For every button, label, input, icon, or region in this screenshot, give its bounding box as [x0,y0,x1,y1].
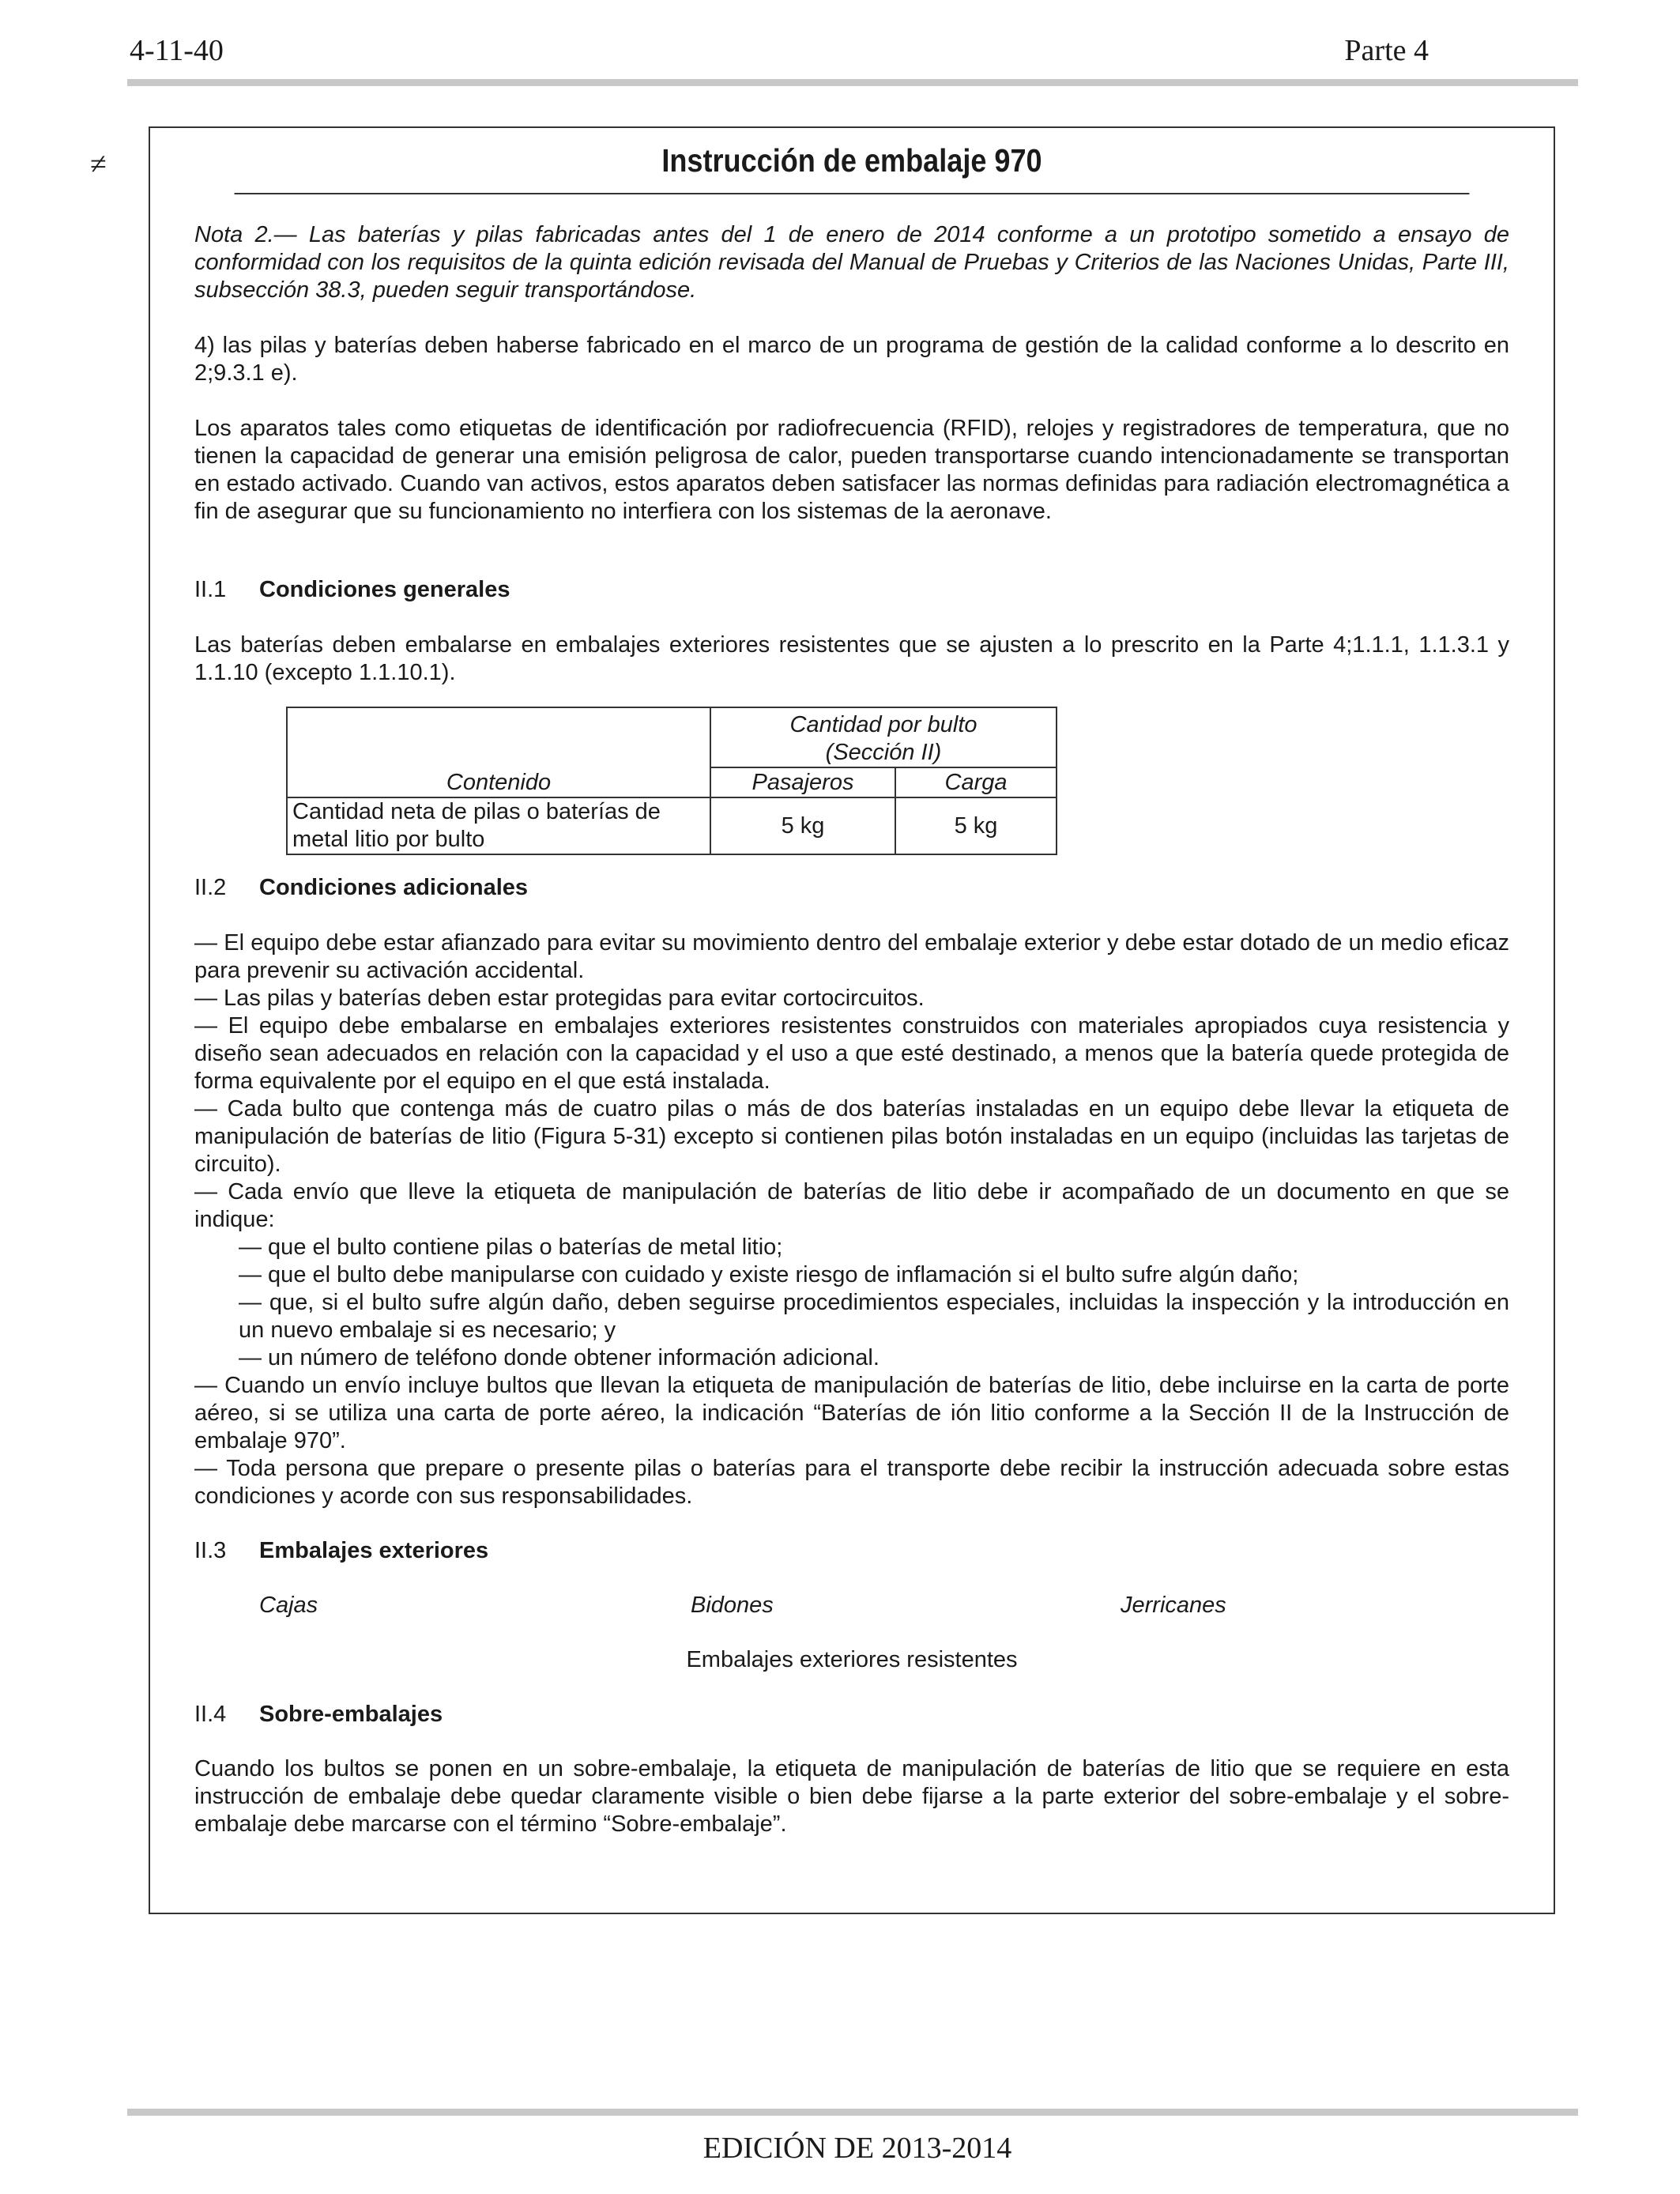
section-title: Condiciones adicionales [259,875,529,900]
change-mark: ≠ [90,148,107,181]
sub-list-item: — que el bulto debe manipularse con cuidado y existe riesgo de inflamación si el bulto sufre algún daño; [239,1262,1299,1287]
section-ii1-text: Las baterías deben embalarse en embalajes exteriores resistentes que se ajusten a lo prescrito en la Parte 4;1.1.1, 1.1.3.1 y 1.1.10 (excepto 1.1.10.1). [194,632,1509,685]
list-item: — El equipo debe estar afianzado para evitar su movimiento dentro del embalaje exterior y debe estar dotado de un medio eficaz para prevenir su activación accidental. [194,930,1509,983]
row-label: Cantidad neta de pilas o baterías de metal litio por bulto [287,797,710,854]
edition-footer: EDICIÓN DE 2013-2014 [703,2132,1012,2165]
packagings-row [194,1592,1509,1619]
section-ii4-text: Cuando los bultos se ponen en un sobre-embalaje, la etiqueta de manipulación de baterías de litio que se requiere en esta instrucción de embalaje debe quedar claramente visible o bien debe fijarse a la parte exterior del sobre-embalaje y el sobre-embalaje debe marcarse con el término “Sobre-embalaje”. [194,1756,1509,1837]
col-passengers-header: Pasajeros [710,767,895,797]
sub-list-item: — que el bulto contiene pilas o baterías de metal litio; [239,1235,783,1260]
packagings-footer: Embalajes exteriores resistentes [686,1647,1018,1672]
section-ii4-heading [194,1701,1509,1728]
devices-paragraph: Los aparatos tales como etiquetas de identificación por radiofrecuencia (RFID), relojes y registradores de temperatura, que no tienen la capacidad de generar una emisión peligrosa de calor, pueden transportarse cuando intencionadamente se transportan en estado activado. Cuando van activos, estos aparatos deben satisfacer las normas definidas para radiación electromagnética a fin de asegurar que su funcionamiento no interfiera con los sistemas de la aeronave. [194,416,1509,524]
note-2 [194,221,1509,304]
list-item: — Toda persona que prepare o presente pilas o baterías para el transporte debe recibir la instrucción adecuada sobre estas condiciones y acorde con sus responsabilidades. [194,1456,1509,1509]
group-header-line2: (Sección II) [825,740,942,765]
top-rule [127,79,1578,86]
row-cargo: 5 kg [895,797,1057,854]
item-4: 4) las pilas y baterías deben haberse fabricado en el marco de un programa de gestión de la calidad conforme a lo descrito en 2;9.3.1 e). [194,333,1509,386]
part-label: Parte 4 [1344,34,1429,67]
section-number: II.3 [194,1538,227,1563]
list-item: — El equipo debe embalarse en embalajes exteriores resistentes construidos con materiales apropiados cuya resistencia y diseño sean adecuados en relación con la capacidad y el uso a que esté destinado, a menos que la batería quede protegida de forma equivalente por el equipo en el que está instalada. [194,1013,1509,1094]
bottom-rule [127,2109,1578,2116]
sub-list-item: — un número de teléfono donde obtener información adicional. [239,1345,880,1370]
packaging-boxes: Cajas [259,1593,318,1618]
packing-instruction-box [149,126,1555,1914]
box-content [194,221,1509,1838]
section-number: II.2 [194,875,227,900]
section-number: II.1 [194,577,227,602]
list-item: — Cada envío que lleve la etiqueta de manipulación de baterías de litio debe ir acompañado de un documento en que se indique: [194,1179,1509,1232]
note-prefix: Nota 2.— [194,222,297,247]
section-ii2-heading [194,874,1509,902]
packaging-drums: Bidones [691,1593,774,1618]
sub-list-item: — que, si el bulto sufre algún daño, deben seguirse procedimientos especiales, incluidas la inspección y la introducción en un nuevo embalaje si es necesario; y [239,1290,1509,1343]
list-item: — Las pilas y baterías deben estar protegidas para evitar cortocircuitos. [194,986,925,1011]
group-header [710,707,1057,767]
col-contents-header: Contenido [287,707,710,797]
list-item: — Cuando un envío incluye bultos que llevan la etiqueta de manipulación de baterías de litio, debe incluirse en la carta de porte aéreo, si se utiliza una carta de porte aéreo, la indicación “Baterías de ión litio conforme a la Sección II de la Instrucción de embalaje 970”. [194,1373,1509,1453]
row-passengers: 5 kg [710,797,895,854]
conditions-list [194,929,1509,1510]
section-ii3-heading [194,1537,1509,1565]
list-item: — Cada bulto que contenga más de cuatro pilas o más de dos baterías instaladas en un equipo debe llevar la etiqueta de manipulación de baterías de litio (Figura 5-31) excepto si contienen pilas botón instaladas en un equipo (incluidas las tarjetas de circuito). [194,1096,1509,1177]
table-row [287,797,1057,854]
section-title: Condiciones generales [259,577,510,602]
page-number: 4-11-40 [130,34,224,67]
box-title: Instrucción de embalaje 970 [235,128,1470,194]
section-number: II.4 [194,1702,227,1727]
section-ii1-heading [194,576,1509,604]
col-cargo-header: Carga [895,767,1057,797]
group-header-line1: Cantidad por bulto [789,712,977,737]
note-text: Las baterías y pilas fabricadas antes del 1 de enero de 2014 conforme a un prototipo sometido a ensayo de conformidad con los requisitos de la quinta edición revisada del Manual de Pruebas y Criterios de las Naciones Unidas, Parte III, subsección 38.3, pueden seguir transportándose. [194,222,1509,303]
quantity-table [286,707,1057,855]
section-title: Embalajes exteriores [259,1538,489,1563]
packaging-jerricans: Jerricanes [1121,1593,1226,1618]
section-title: Sobre-embalajes [259,1702,443,1727]
